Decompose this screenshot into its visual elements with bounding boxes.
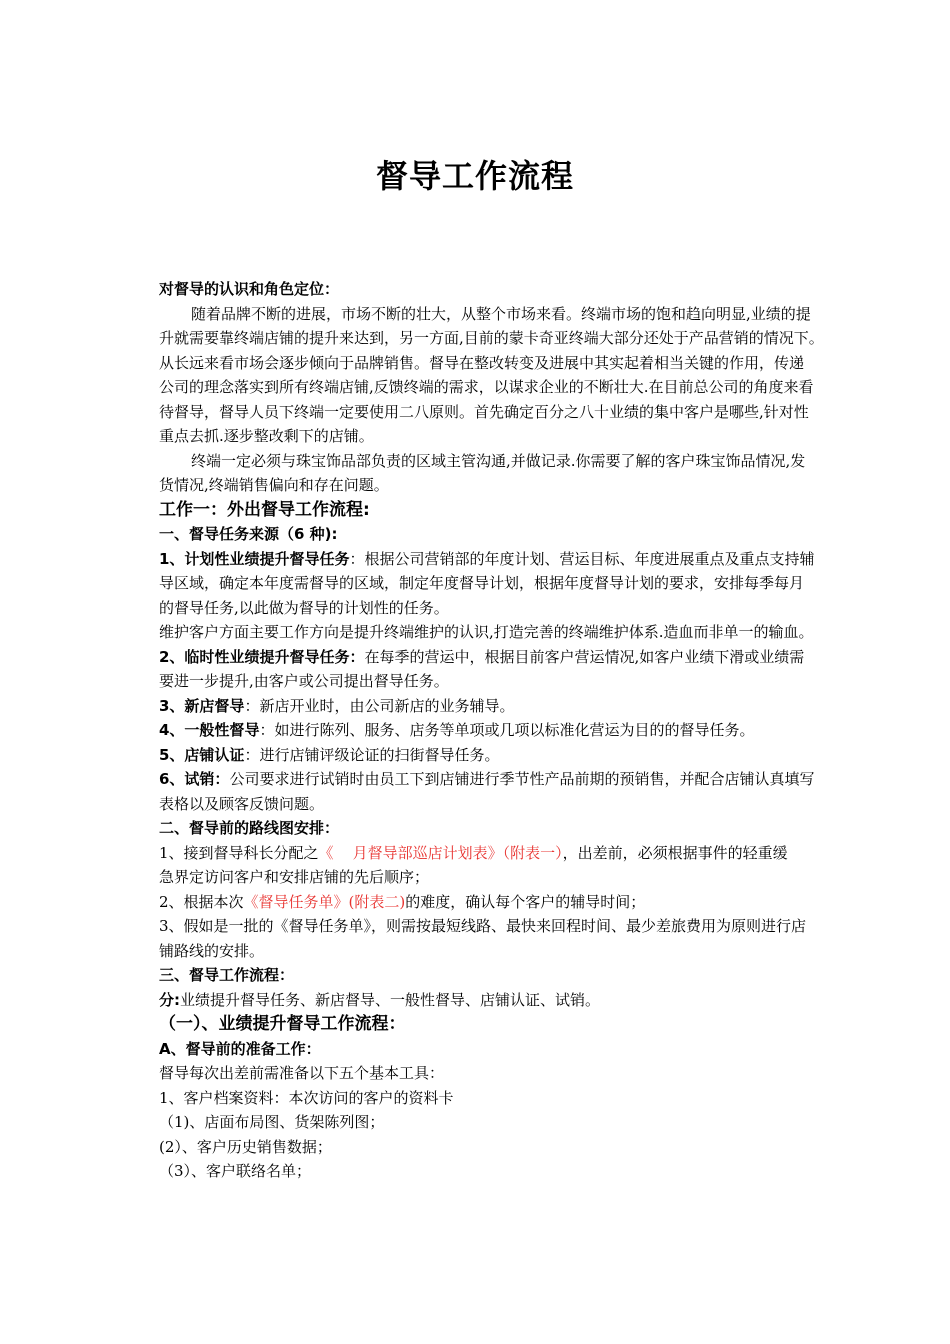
- item-label: 2、临时性业绩提升督导任务：: [159, 647, 365, 666]
- list-item: (2）、客户历史销售数据；: [159, 1137, 332, 1156]
- item-label: 6、试销：: [159, 770, 230, 788]
- route-item-3: [159, 914, 899, 963]
- text-line: 导区域，确定本年度需督导的区域，制定年度督导计划，根据年度督导计划的要求，安排每季每月: [159, 574, 805, 592]
- section3-heading: 三、督导工作流程：: [159, 966, 295, 984]
- item-label: 4、一般性督导: [159, 721, 260, 739]
- list-item: （1)、店面布局图、货架陈列图；: [159, 1113, 385, 1131]
- text-line: 3、假如是一批的《督导任务单》，则需按最短线路、最快来回程时间、最少差旅费用为原则进行店: [159, 917, 807, 935]
- task-source-item-2: [159, 645, 899, 694]
- list-item: （3）、客户联络名单；: [159, 1162, 312, 1180]
- route-item-2: [159, 890, 899, 915]
- text-line: 重点去抓.逐步整改剩下的店铺。: [159, 427, 374, 445]
- item-label: 3、新店督导: [159, 696, 245, 715]
- section1-heading: 一、督导任务来源（6 种):: [159, 525, 338, 543]
- text-line: 货情况,终端销售偏向和存在问题。: [159, 476, 389, 494]
- item-label: 5、店铺认证: [159, 745, 245, 764]
- page-title: 督导工作流程: [375, 157, 574, 195]
- text-line: 的督导任务,以此做为督导的计划性的任务。: [159, 598, 449, 617]
- route-text: ，出差前，必须根据事件的轻重缓: [562, 843, 788, 862]
- text-line: 督导每次出差前需准备以下五个基本工具：: [159, 1064, 445, 1082]
- work1-heading: 工作一：外出督导工作流程:: [159, 499, 370, 520]
- route-text: 2、根据本次: [159, 892, 244, 911]
- intro-heading: 对督导的认识和角色定位：: [159, 280, 340, 298]
- item-text: ：如进行陈列、服务、店务等单项或几项以标准化营运为目的的督导任务。: [259, 721, 755, 739]
- text-line: 随着品牌不断的进展，市场不断的壮大，从整个市场来看。终端市场的饱和趋向明显,业绩的提: [191, 304, 811, 323]
- text-line: 待督导，督导人员下终端一定要使用二八原则。首先确定百分之八十业绩的集中客户是哪些,针对性: [159, 402, 809, 421]
- route-text: 1、接到督导科长分配之: [159, 843, 319, 862]
- item-text: 公司要求进行试销时由员工下到店铺进行季节性产品前期的预销售，并配合店铺认真填写: [229, 770, 815, 788]
- document-body: [159, 277, 899, 1184]
- text-line: 急界定访问客户和安排店铺的先后顺序；: [159, 868, 430, 886]
- subsection1-heading: （一）、业绩提升督导工作流程：: [159, 1014, 406, 1034]
- intro-paragraph-1: [159, 302, 899, 449]
- plan-form-reference: 《 月督导部巡店计划表》（附表一）: [318, 843, 563, 862]
- task-source-item-1: [159, 547, 899, 645]
- item-text: 业绩提升督导任务、新店督导、一般性督导、店铺认证、试销。: [180, 990, 601, 1009]
- text-line: 终端一定必须与珠宝饰品部负责的区域主管沟通,并做记录.你需要了解的客户珠宝饰品情况,发: [191, 451, 806, 470]
- text-line: 从长远来看市场会逐步倾向于品牌销售。督导在整改转变及进展中其实起着相当关键的作用，传递: [159, 353, 805, 372]
- item-label: 分:: [159, 990, 180, 1009]
- task-source-item-6: [159, 767, 899, 816]
- section3-categories: [159, 988, 899, 1013]
- text-line: 1、客户档案资料：本次访问的客户的资料卡: [159, 1088, 454, 1107]
- text-line: 铺路线的安排。: [159, 941, 265, 960]
- item-text: 在每季的营运中，根据目前客户营运情况,如客户业绩下滑或业绩需: [364, 647, 805, 666]
- task-sheet-reference: 《督导任务单》(附表二): [243, 892, 406, 911]
- route-text: 的难度，确认每个客户的辅导时间；: [405, 892, 646, 911]
- item-text: ：进行店铺评级论证的扫街督导任务。: [244, 745, 500, 764]
- item-text: ：根据公司营销部的年度计划、营运目标、年度进展重点及重点支持辅: [349, 549, 815, 568]
- subsectionA-heading: A、督导前的准备工作：: [159, 1039, 321, 1058]
- item-text: ：新店开业时，由公司新店的业务辅导。: [244, 696, 515, 715]
- intro-paragraph-2: [159, 449, 899, 498]
- text-line: 表格以及顾客反馈问题。: [159, 794, 325, 813]
- text-line: 升就需要靠终端店铺的提升来达到，另一方面,目前的蒙卡奇亚终端大部分还处于产品营销的情况下。: [159, 329, 824, 347]
- task-source-item-4: [159, 718, 899, 743]
- route-item-1: [159, 841, 899, 890]
- item-label: 1、计划性业绩提升督导任务: [159, 549, 350, 568]
- text-line: 维护客户方面主要工作方向是提升终端维护的认识,打造完善的终端维护体系.造血而非单一的输血。: [159, 623, 814, 641]
- section2-heading: 二、督导前的路线图安排：: [159, 819, 340, 837]
- task-source-item-5: [159, 743, 899, 768]
- text-line: 公司的理念落实到所有终端店铺,反馈终端的需求，以谋求企业的不断壮大.在目前总公司的角度来看: [159, 378, 814, 396]
- task-source-item-3: [159, 694, 899, 719]
- text-line: 要进一步提升,由客户或公司提出督导任务。: [159, 672, 449, 690]
- preparation-list: [159, 1061, 899, 1184]
